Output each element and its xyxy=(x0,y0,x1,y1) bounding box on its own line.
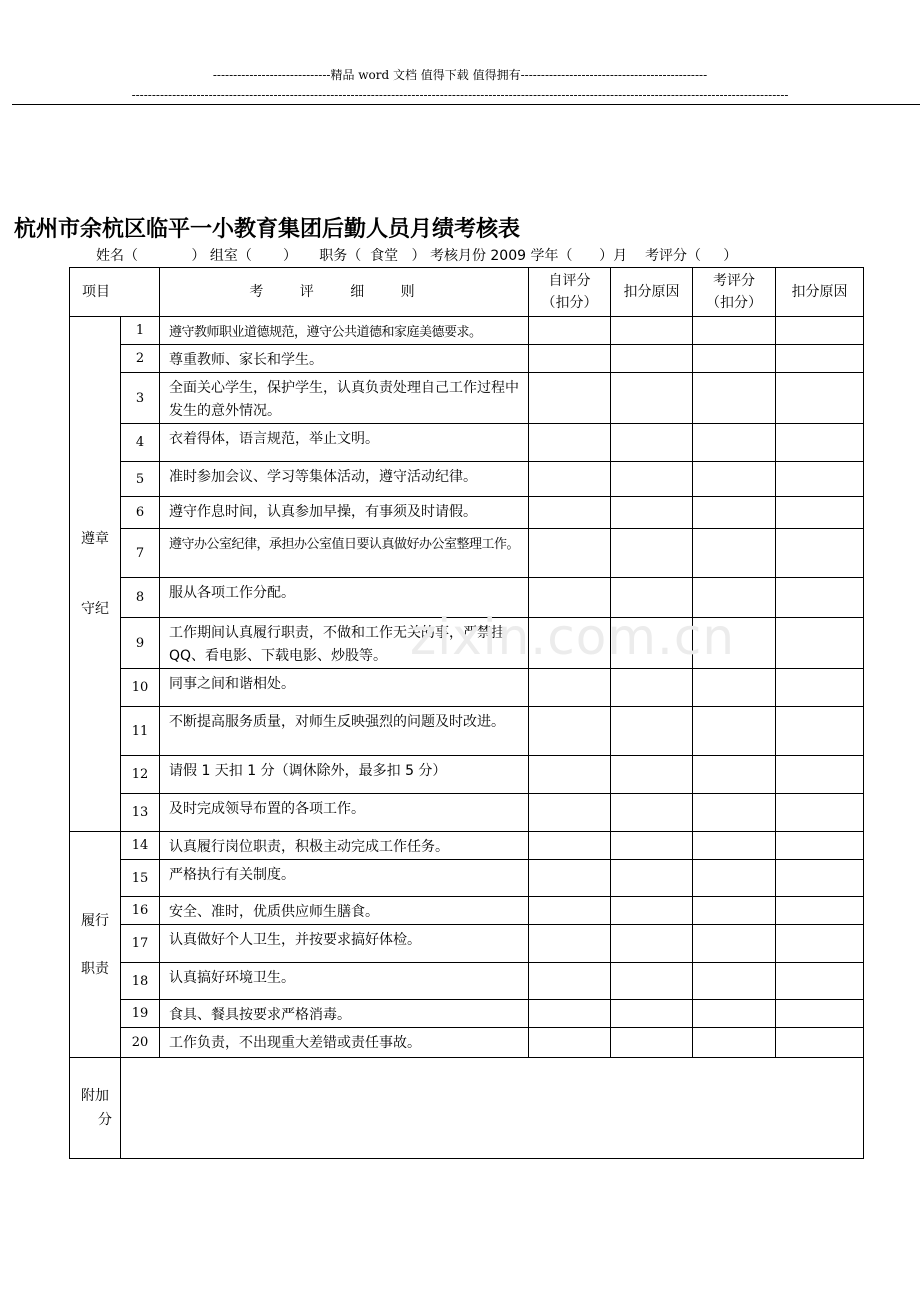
eval-reason-cell[interactable] xyxy=(776,1000,864,1028)
self-reason-cell[interactable] xyxy=(611,794,693,832)
eval-score-cell[interactable] xyxy=(693,462,776,497)
category-additional-line2: 分 xyxy=(98,1112,112,1128)
table-row xyxy=(70,1028,864,1058)
row-number: 19 xyxy=(121,1000,160,1028)
eval-score-cell[interactable] xyxy=(693,794,776,832)
table-row xyxy=(70,860,864,897)
header-self-score xyxy=(529,268,611,317)
table-row xyxy=(70,756,864,794)
row-criteria: 遵守作息时间，认真参加早操，有事须及时请假。 xyxy=(160,497,529,529)
self-score-cell[interactable] xyxy=(529,963,611,1000)
self-reason-cell[interactable] xyxy=(611,424,693,462)
row-criteria: 遵守办公室纪律，承担办公室值日要认真做好办公室整理工作。 xyxy=(160,529,529,578)
self-reason-cell[interactable] xyxy=(611,1000,693,1028)
self-reason-cell[interactable] xyxy=(611,832,693,860)
header-rule xyxy=(12,104,920,105)
row-number: 12 xyxy=(121,756,160,794)
eval-reason-cell[interactable] xyxy=(776,860,864,897)
header-deduct-reason: 扣分原因 xyxy=(611,268,693,317)
header-line-1: -----------------------------精品 word 文档 值得下载 值得拥有---------------------------------------------- xyxy=(212,68,708,82)
row-criteria: 全面关心学生，保护学生，认真负责处理自己工作过程中发生的意外情况。 xyxy=(160,373,529,424)
header-criteria: 考 评 细 则 xyxy=(160,268,529,317)
eval-score-cell[interactable] xyxy=(693,345,776,373)
eval-score-cell[interactable] xyxy=(693,317,776,345)
row-criteria: 尊重教师、家长和学生。 xyxy=(160,345,529,373)
row-number: 18 xyxy=(121,963,160,1000)
self-score-cell[interactable] xyxy=(529,897,611,925)
category-gap xyxy=(70,933,120,957)
row-number: 1 xyxy=(121,317,160,345)
eval-reason-cell[interactable] xyxy=(776,317,864,345)
eval-score-cell[interactable] xyxy=(693,669,776,707)
self-score-cell[interactable] xyxy=(529,345,611,373)
self-score-cell[interactable] xyxy=(529,1000,611,1028)
eval-score-cell[interactable] xyxy=(693,756,776,794)
row-number: 13 xyxy=(121,794,160,832)
self-reason-cell[interactable] xyxy=(611,707,693,756)
category-additional xyxy=(70,1058,121,1159)
table-row xyxy=(70,529,864,578)
table-row xyxy=(70,794,864,832)
header-eval-score xyxy=(693,268,776,317)
self-score-cell[interactable] xyxy=(529,373,611,424)
eval-reason-cell[interactable] xyxy=(776,373,864,424)
row-number: 16 xyxy=(121,897,160,925)
self-reason-cell[interactable] xyxy=(611,345,693,373)
row-criteria: 同事之间和谐相处。 xyxy=(160,669,529,707)
self-score-cell[interactable] xyxy=(529,794,611,832)
self-score-cell[interactable] xyxy=(529,669,611,707)
header-item-label: 项目 xyxy=(82,284,110,300)
eval-reason-cell[interactable] xyxy=(776,897,864,925)
document-title: 杭州市余杭区临平一小教育集团后勤人员月绩考核表 xyxy=(14,217,521,242)
row-criteria: 认真搞好环境卫生。 xyxy=(160,963,529,1000)
header-item xyxy=(70,268,160,317)
row-number: 17 xyxy=(121,925,160,963)
table-row xyxy=(70,462,864,497)
self-reason-cell[interactable] xyxy=(611,497,693,529)
header-eval-score-line1: 考评分 xyxy=(713,273,755,289)
eval-score-cell[interactable] xyxy=(693,832,776,860)
table-row-additional xyxy=(70,1058,864,1159)
additional-points-cell[interactable] xyxy=(121,1058,864,1159)
row-criteria: 不断提高服务质量，对师生反映强烈的问题及时改进。 xyxy=(160,707,529,756)
eval-reason-cell[interactable] xyxy=(776,497,864,529)
category-duties-line1: 履行 xyxy=(81,912,109,929)
table-row xyxy=(70,317,864,345)
eval-reason-cell[interactable] xyxy=(776,963,864,1000)
eval-reason-cell[interactable] xyxy=(776,756,864,794)
self-reason-cell[interactable] xyxy=(611,317,693,345)
eval-reason-cell[interactable] xyxy=(776,618,864,669)
row-criteria: 工作负责，不出现重大差错或责任事故。 xyxy=(160,1028,529,1058)
category-duties xyxy=(70,832,121,1058)
self-reason-cell[interactable] xyxy=(611,897,693,925)
eval-score-cell[interactable] xyxy=(693,424,776,462)
info-line: 姓名（ ） 组室（ ） 职务（ 食堂 ） 考核月份 2009 学年（ ）月 考评分（ ） xyxy=(96,248,738,264)
row-number: 11 xyxy=(121,707,160,756)
table-row xyxy=(70,707,864,756)
self-score-cell[interactable] xyxy=(529,860,611,897)
self-reason-cell[interactable] xyxy=(611,925,693,963)
table-header-row xyxy=(70,268,864,317)
table-row xyxy=(70,897,864,925)
row-criteria: 衣着得体，语言规范，举止文明。 xyxy=(160,424,529,462)
self-score-cell[interactable] xyxy=(529,317,611,345)
table-row xyxy=(70,669,864,707)
header-self-score-line1: 自评分 xyxy=(548,273,591,289)
row-number: 9 xyxy=(121,618,160,669)
row-criteria: 严格执行有关制度。 xyxy=(160,860,529,897)
row-number: 5 xyxy=(121,462,160,497)
eval-score-cell[interactable] xyxy=(693,529,776,578)
eval-score-cell[interactable] xyxy=(693,963,776,1000)
eval-reason-cell[interactable] xyxy=(776,424,864,462)
table-row xyxy=(70,424,864,462)
eval-score-cell[interactable] xyxy=(693,860,776,897)
category-gap xyxy=(70,551,120,597)
self-score-cell[interactable] xyxy=(529,925,611,963)
eval-reason-cell[interactable] xyxy=(776,462,864,497)
self-score-cell[interactable] xyxy=(529,497,611,529)
eval-score-cell[interactable] xyxy=(693,1000,776,1028)
eval-reason-cell[interactable] xyxy=(776,925,864,963)
eval-score-cell[interactable] xyxy=(693,707,776,756)
row-criteria: 认真做好个人卫生，并按要求搞好体检。 xyxy=(160,925,529,963)
table-row xyxy=(70,963,864,1000)
header-self-score-line2: （扣分） xyxy=(541,295,598,311)
row-number: 8 xyxy=(121,578,160,618)
row-number: 15 xyxy=(121,860,160,897)
row-number: 14 xyxy=(121,832,160,860)
row-criteria: 认真履行岗位职责，积极主动完成工作任务。 xyxy=(160,832,529,860)
header-line-2: ------------------------------------------------------------------------------------------------------------------------------------------------------------------ xyxy=(131,88,789,102)
assessment-table xyxy=(69,267,864,1159)
header-eval-score-line2: （扣分） xyxy=(706,295,762,311)
eval-score-cell[interactable] xyxy=(693,497,776,529)
eval-score-cell[interactable] xyxy=(693,373,776,424)
self-score-cell[interactable] xyxy=(529,1028,611,1058)
self-score-cell[interactable] xyxy=(529,756,611,794)
row-number: 3 xyxy=(121,373,160,424)
category-duties-line2: 职责 xyxy=(81,960,109,977)
row-number: 6 xyxy=(121,497,160,529)
row-criteria: 及时完成领导布置的各项工作。 xyxy=(160,794,529,832)
eval-reason-cell[interactable] xyxy=(776,669,864,707)
self-reason-cell[interactable] xyxy=(611,462,693,497)
self-score-cell[interactable] xyxy=(529,462,611,497)
self-reason-cell[interactable] xyxy=(611,529,693,578)
eval-reason-cell[interactable] xyxy=(776,707,864,756)
table-row xyxy=(70,832,864,860)
row-criteria: 遵守教师职业道德规范，遵守公共道德和家庭美德要求。 xyxy=(160,317,529,345)
row-criteria: 工作期间认真履行职责，不做和工作无关的事，严禁挂 QQ、看电影、下载电影、炒股等。 xyxy=(160,618,529,669)
self-score-cell[interactable] xyxy=(529,707,611,756)
eval-reason-cell[interactable] xyxy=(776,578,864,618)
eval-score-cell[interactable] xyxy=(693,897,776,925)
row-number: 4 xyxy=(121,424,160,462)
self-score-cell[interactable] xyxy=(529,529,611,578)
row-criteria: 服从各项工作分配。 xyxy=(160,578,529,618)
category-additional-line1: 附加 xyxy=(81,1088,109,1104)
eval-reason-cell[interactable] xyxy=(776,832,864,860)
self-reason-cell[interactable] xyxy=(611,1028,693,1058)
table-row xyxy=(70,925,864,963)
row-number: 20 xyxy=(121,1028,160,1058)
eval-reason-cell[interactable] xyxy=(776,1028,864,1058)
self-reason-cell[interactable] xyxy=(611,669,693,707)
table-row xyxy=(70,497,864,529)
self-reason-cell[interactable] xyxy=(611,963,693,1000)
header-deduct-reason-2: 扣分原因 xyxy=(776,268,864,317)
eval-reason-cell[interactable] xyxy=(776,794,864,832)
table-row xyxy=(70,1000,864,1028)
self-score-cell[interactable] xyxy=(529,424,611,462)
table-row xyxy=(70,345,864,373)
category-discipline xyxy=(70,317,121,832)
row-criteria: 请假 1 天扣 1 分（调休除外，最多扣 5 分） xyxy=(160,756,529,794)
category-discipline-line1: 遵章 xyxy=(81,531,109,547)
watermark: zixin.com.cn xyxy=(410,608,736,666)
self-score-cell[interactable] xyxy=(529,832,611,860)
self-reason-cell[interactable] xyxy=(611,373,693,424)
row-number: 10 xyxy=(121,669,160,707)
row-number: 7 xyxy=(121,529,160,578)
row-criteria: 安全、准时，优质供应师生膳食。 xyxy=(160,897,529,925)
self-reason-cell[interactable] xyxy=(611,860,693,897)
row-criteria: 准时参加会议、学习等集体活动，遵守活动纪律。 xyxy=(160,462,529,497)
eval-reason-cell[interactable] xyxy=(776,345,864,373)
category-discipline-line2: 守纪 xyxy=(81,601,109,617)
eval-score-cell[interactable] xyxy=(693,925,776,963)
eval-score-cell[interactable] xyxy=(693,1028,776,1058)
table-row xyxy=(70,373,864,424)
row-criteria: 食具、餐具按要求严格消毒。 xyxy=(160,1000,529,1028)
row-number: 2 xyxy=(121,345,160,373)
self-reason-cell[interactable] xyxy=(611,756,693,794)
eval-reason-cell[interactable] xyxy=(776,529,864,578)
